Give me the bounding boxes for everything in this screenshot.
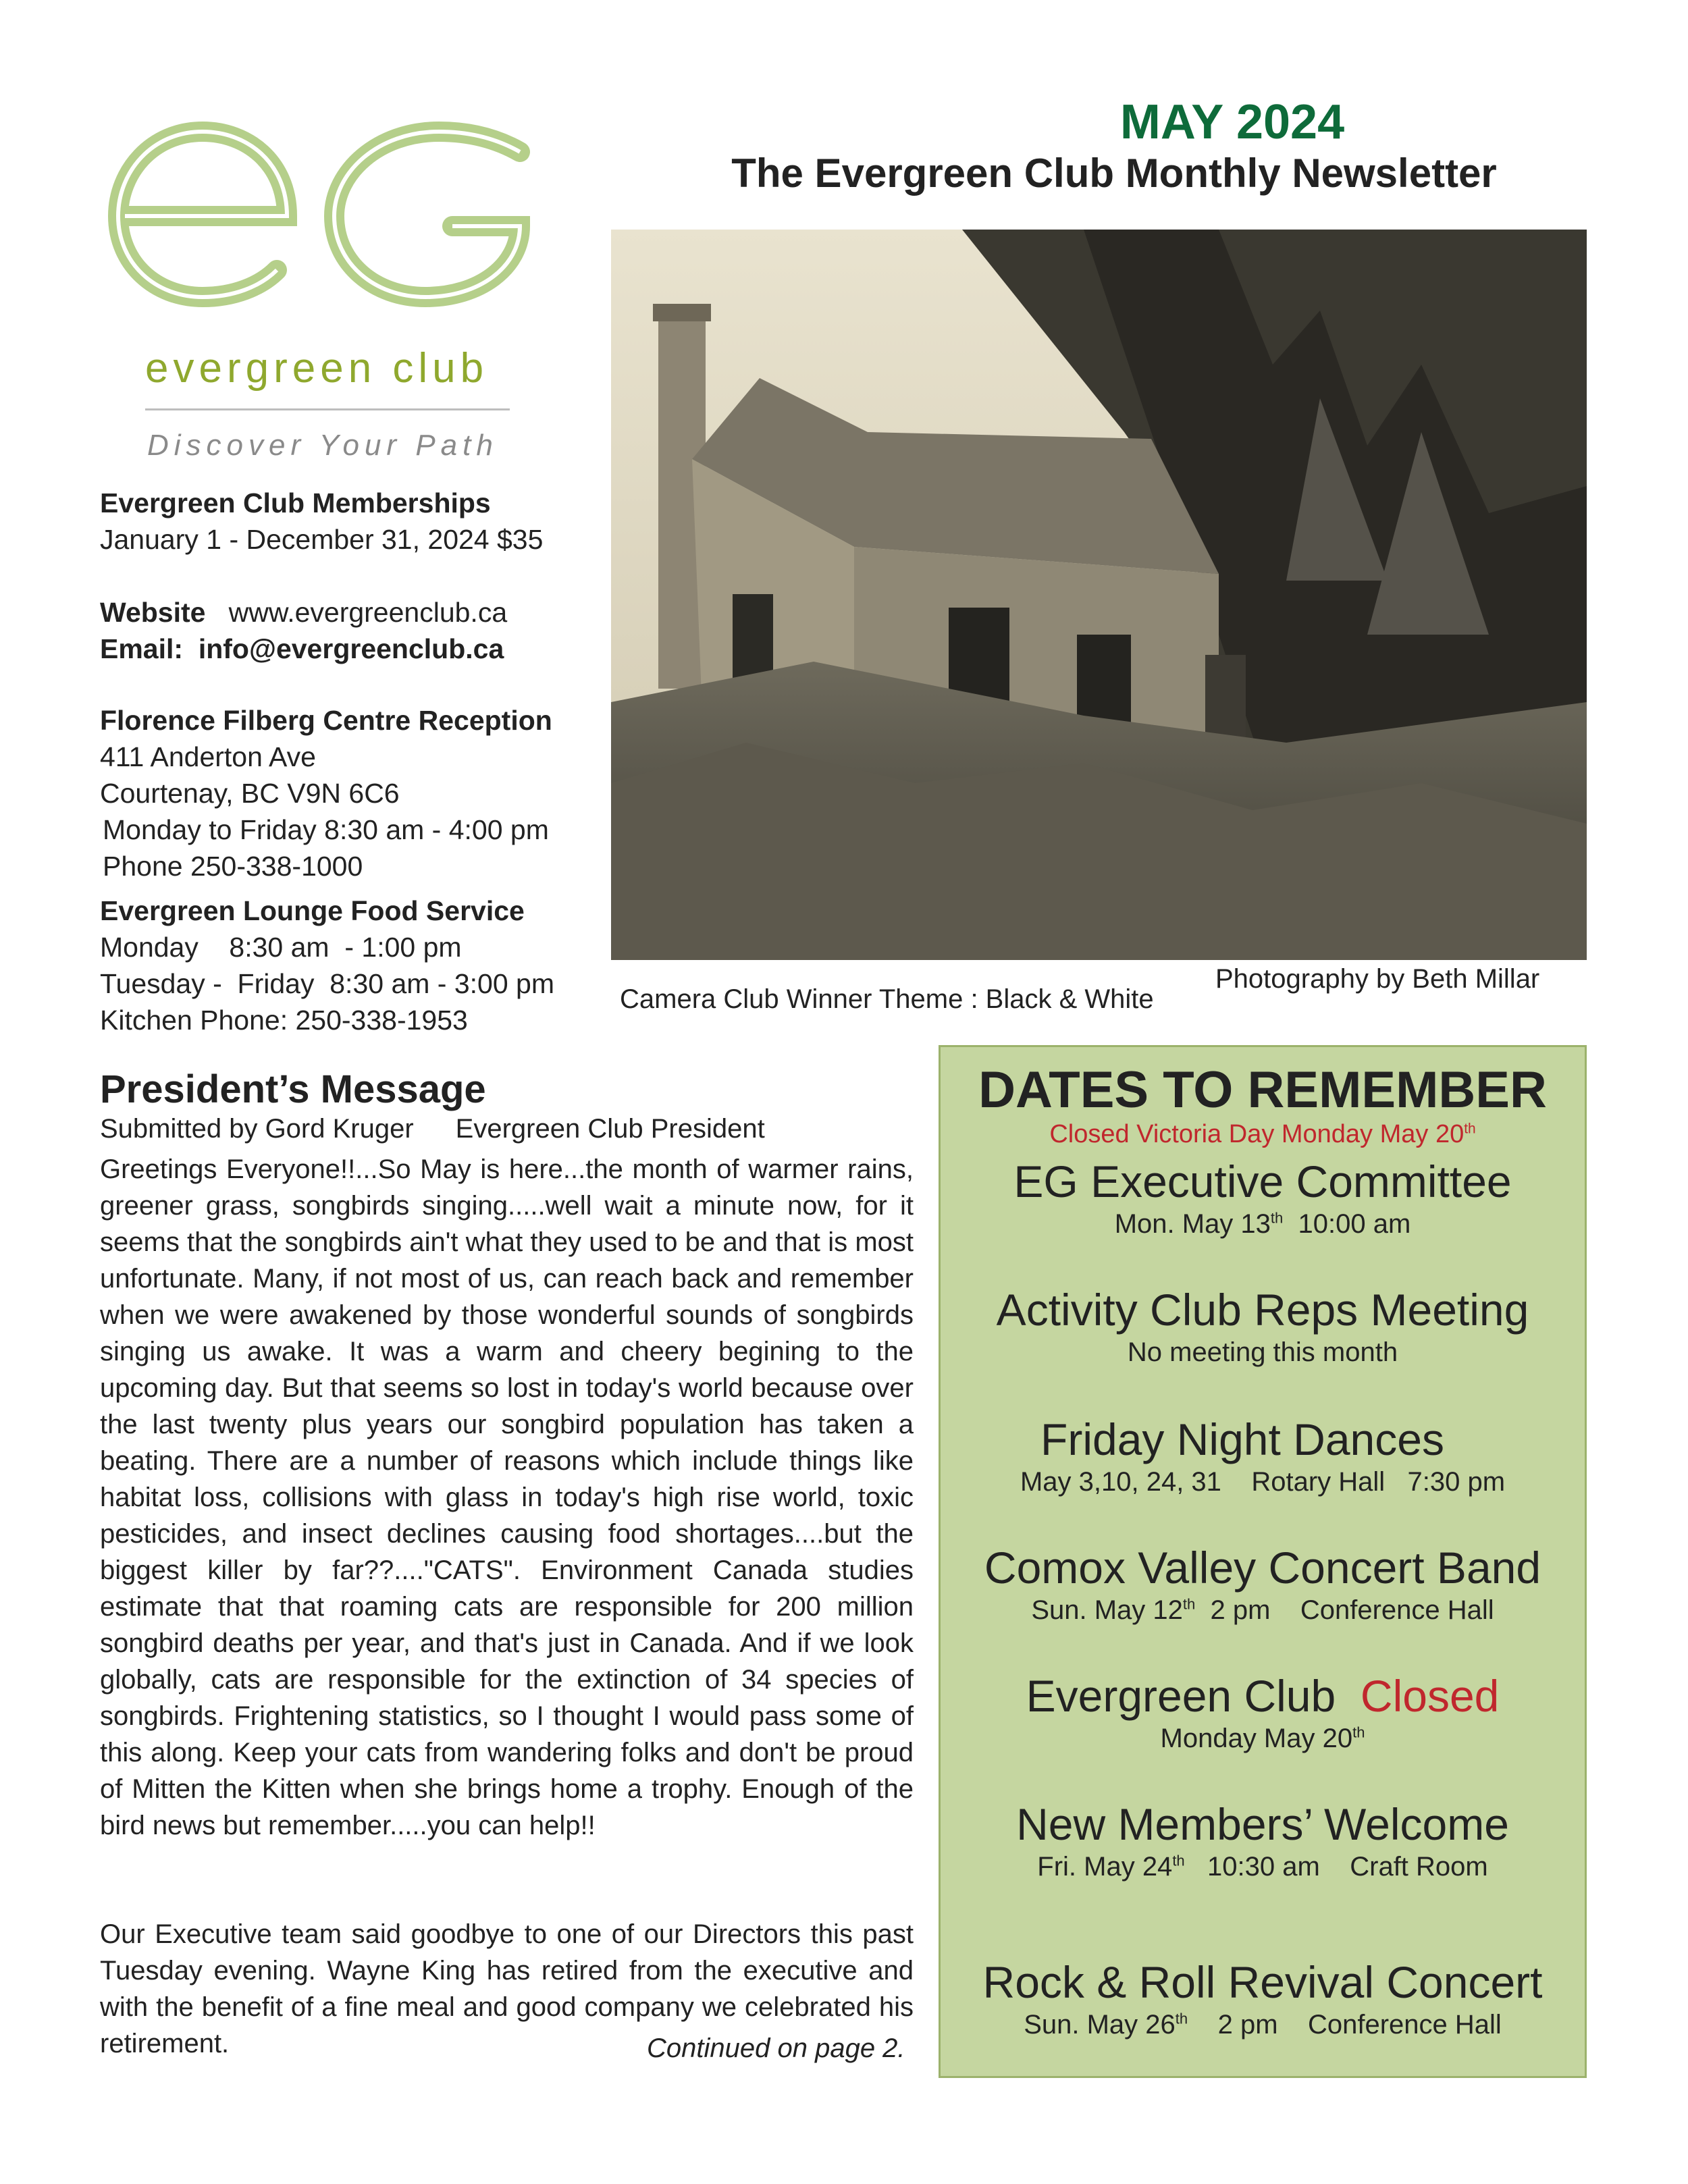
address-line2: Courtenay, BC V9N 6C6 — [100, 778, 400, 809]
contact-info — [100, 594, 586, 667]
eg-logo — [101, 115, 547, 311]
event-name: EG Executive Committee — [1013, 1156, 1512, 1206]
event-item — [941, 1798, 1585, 1883]
event-item — [941, 1283, 1585, 1368]
club-name: evergreen club — [145, 345, 489, 392]
event-name: New Members’ Welcome — [1016, 1799, 1509, 1849]
food-heading: Evergreen Lounge Food Service — [100, 895, 525, 926]
event-details: Mon. May 13th 10:00 am — [1114, 1209, 1411, 1239]
event-details: Fri. May 24th 10:30 am Craft Room — [1037, 1852, 1488, 1882]
event-item — [941, 1670, 1585, 1755]
address-line1: 411 Anderton Ave — [100, 741, 316, 772]
event-details: Sun. May 12th 2 pm Conference Hall — [1031, 1595, 1494, 1625]
event-details: May 3,10, 24, 31 Rotary Hall 7:30 pm — [1020, 1467, 1506, 1497]
event-details: No meeting this month — [1127, 1337, 1398, 1367]
event-details: Monday May 20th — [1160, 1724, 1365, 1753]
event-details: Sun. May 26th 2 pm Conference Hall — [1024, 2010, 1502, 2040]
event-item — [941, 1155, 1585, 1240]
food-monday: Monday 8:30 am - 1:00 pm — [100, 932, 462, 963]
reception-heading: Florence Filberg Centre Reception — [100, 705, 552, 736]
submitted-by: Submitted by Gord Kruger — [100, 1114, 414, 1144]
reception-hours: Monday to Friday 8:30 am - 4:00 pm — [103, 814, 549, 845]
event-name: Friday Night Dances — [1040, 1414, 1444, 1464]
event-name: Comox Valley Concert Band — [984, 1543, 1541, 1593]
event-item — [920, 1413, 1564, 1498]
food-service-info — [100, 893, 586, 1038]
reception-info — [100, 702, 586, 884]
president-message-title: President’s Message — [100, 1067, 486, 1111]
food-tue-fri: Tuesday - Friday 8:30 am - 3:00 pm — [100, 968, 554, 999]
membership-info — [100, 485, 586, 558]
email-label: Email: — [100, 633, 184, 664]
website-label: Website — [100, 597, 206, 628]
tagline: Discover Your Path — [147, 429, 498, 462]
reception-phone: Phone 250-338-1000 — [103, 851, 363, 882]
continued-note: Continued on page 2. — [647, 2033, 905, 2063]
president-byline — [100, 1114, 765, 1144]
president-message-paragraph-2: Our Executive team said goodbye to one of our Directors this past Tuesday evening. Wayne King has retired from the executive and with the benefit of a fine meal and good company we celebrated his retirement. — [100, 1919, 914, 2058]
victoria-day-closed-notice: Closed Victoria Day Monday May 20th — [1049, 1120, 1476, 1148]
website-link[interactable]: www.evergreenclub.ca — [228, 597, 508, 628]
email-link[interactable]: info@evergreenclub.ca — [198, 633, 504, 664]
event-item — [941, 1956, 1585, 2041]
photo-caption: Camera Club Winner Theme : Black & White — [620, 984, 1154, 1014]
event-name: Evergreen Club Closed — [1026, 1671, 1500, 1721]
kitchen-phone: Kitchen Phone: 250-338-1953 — [100, 1005, 468, 1036]
newsletter-title: The Evergreen Club Monthly Newsletter — [731, 151, 1497, 196]
featured-photo — [611, 230, 1587, 960]
event-item — [941, 1541, 1585, 1626]
dates-to-remember-box — [939, 1045, 1587, 2078]
dates-title: DATES TO REMEMBER — [978, 1061, 1547, 1119]
photo-credit: Photography by Beth Millar — [1215, 964, 1540, 994]
president-role: Evergreen Club President — [455, 1114, 765, 1144]
closed-label: Closed — [1360, 1671, 1500, 1721]
logo-divider — [145, 408, 510, 410]
event-name: Rock & Roll Revival Concert — [982, 1957, 1543, 2007]
issue-month: MAY 2024 — [1119, 95, 1345, 149]
memberships-period: January 1 - December 31, 2024 $35 — [100, 524, 544, 555]
memberships-heading: Evergreen Club Memberships — [100, 487, 491, 518]
event-name: Activity Club Reps Meeting — [996, 1285, 1529, 1335]
president-message-paragraph-1: Greetings Everyone!!...So May is here...the month of warmer rains, greener grass, songbirds singing.....well wait a minute now, for it seems that the songbirds ain't what they used to be and that is most unfortunate. Many, if not most of us, can reach back and remember when we were awakened by those wonderful sounds of songbirds singing us awake. It was a warm and cheery begining to the upcoming day. But that seems so lost in today's world because over the last twenty plus years our songbird population has taken a beating. There are a number of reasons which include things like habitat loss, collisions with glass in today's high rise world, toxic pesticides, and insect declines causing food shortages....but the biggest killer by far??...."CATS". Environment Canada studies estimate that that roaming cats are responsible for 200 million songbird deaths per year, and that's just in Canada. And if we look globally, cats are responsible for the extinction of 34 species of songbirds. Frightening statistics, so I thought I would pass some of this along. Keep your cats from wandering folks and don't be proud of Mitten the Kitten when she brings home a trophy. Enough of the bird news but remember.....you can help!! — [100, 1154, 914, 1840]
